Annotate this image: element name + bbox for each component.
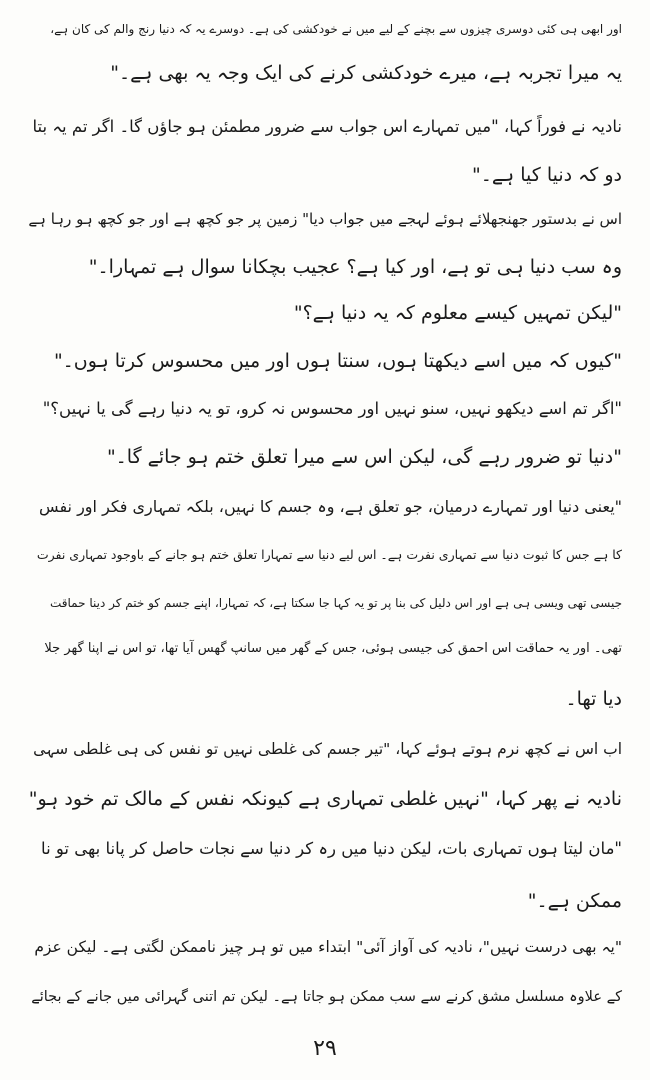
text-line-21: کے علاوہ مسلسل مشق کرنے سے سب ممکن ہو جاتا ہے۔ لیکن تم اتنی گہرائی میں جانے کے بجائے (31, 989, 622, 1005)
text-line-18: "مان لیتا ہوں تمہاری بات، لیکن دنیا میں رہ کر دنیا سے نجات حاصل کر پانا بھی تو نا (41, 839, 622, 858)
text-line-5: اس نے بدستور جھنجھلائے ہوئے لہجے میں جواب دیا" زمین پر جو کچھ ہے اور جو کچھ ہو رہا ہے (28, 210, 622, 228)
text-line-12: کا ہے جس کا ثبوت دنیا سے تمہاری نفرت ہے۔ اس لیے دنیا سے تمہارا تعلق ختم ہو جانے کے باوجود تمہاری نفرت (36, 547, 622, 562)
text-line-11: "یعنی دنیا اور تمہارے درمیان، جو تعلق ہے، وہ جسم کا نہیں، بلکہ تمہاری فکر اور نفس (39, 497, 622, 516)
text-line-6: وہ سب دنیا ہی تو ہے، اور کیا ہے؟ عجیب بچکانا سوال ہے تمہارا۔" (88, 256, 622, 278)
text-line-20: "یہ بھی درست نہیں"، نادیہ کی آواز آئی" ابتداء میں تو ہر چیز ناممکن لگتی ہے۔ لیکن عزم (34, 938, 622, 956)
text-line-1: اور ابھی ہی کئی دوسری چیزوں سے بچنے کے لیے میں نے خودکشی کی ہے۔ دوسرے یہ کہ دنیا رنج والم کی کان ہے، (50, 22, 622, 36)
text-line-14: تھی۔ اور یہ حماقت اس احمق کی جیسی ہوئی، جس کے گھر میں سانپ گھس آیا تھا، تو اس نے اپنا گھر جلا (44, 641, 622, 656)
text-line-4: دو کہ دنیا کیا ہے۔" (472, 164, 622, 186)
text-line-15: دیا تھا۔ (565, 688, 622, 710)
text-line-10: "دنیا تو ضرور رہے گی، لیکن اس سے میرا تعلق ختم ہو جائے گا۔" (106, 446, 622, 468)
text-line-16: اب اس نے کچھ نرم ہوتے ہوئے کہا، "تیر جسم کی غلطی نہیں تو نفس کی ہی غلطی سہی (33, 740, 622, 758)
text-line-19: ممکن ہے۔" (527, 890, 622, 912)
text-line-7: "لیکن تمہیں کیسے معلوم کہ یہ دنیا ہے؟" (293, 302, 622, 324)
text-line-9: "اگر تم اسے دیکھو نہیں، سنو نہیں اور محسوس نہ کرو، تو یہ دنیا رہے گی یا نہیں؟" (42, 399, 622, 418)
text-line-17: نادیہ نے پھر کہا، "نہیں غلطی تمہاری ہے کیونکہ نفس کے مالک تم خود ہو" (28, 788, 622, 810)
text-line-13: جیسی تھی ویسی ہی ہے اور اس دلیل کی بنا پر تو یہ کہا جا سکتا ہے، کہ تمہارا، اپنے جسم کو ختم کر دینا حماقت (49, 596, 622, 610)
text-line-3: نادیہ نے فوراً کہا، "میں تمہارے اس جواب سے ضرور مطمئن ہو جاؤں گا۔ اگر تم یہ بتا (32, 117, 622, 136)
text-line-2: یہ میرا تجربہ ہے، میرے خودکشی کرنے کی ایک وجہ یہ بھی ہے۔" (110, 62, 622, 84)
text-line-8: "کیوں کہ میں اسے دیکھتا ہوں، سنتا ہوں اور میں محسوس کرتا ہوں۔" (53, 350, 622, 372)
page-number: ۲۹ (313, 1036, 337, 1061)
